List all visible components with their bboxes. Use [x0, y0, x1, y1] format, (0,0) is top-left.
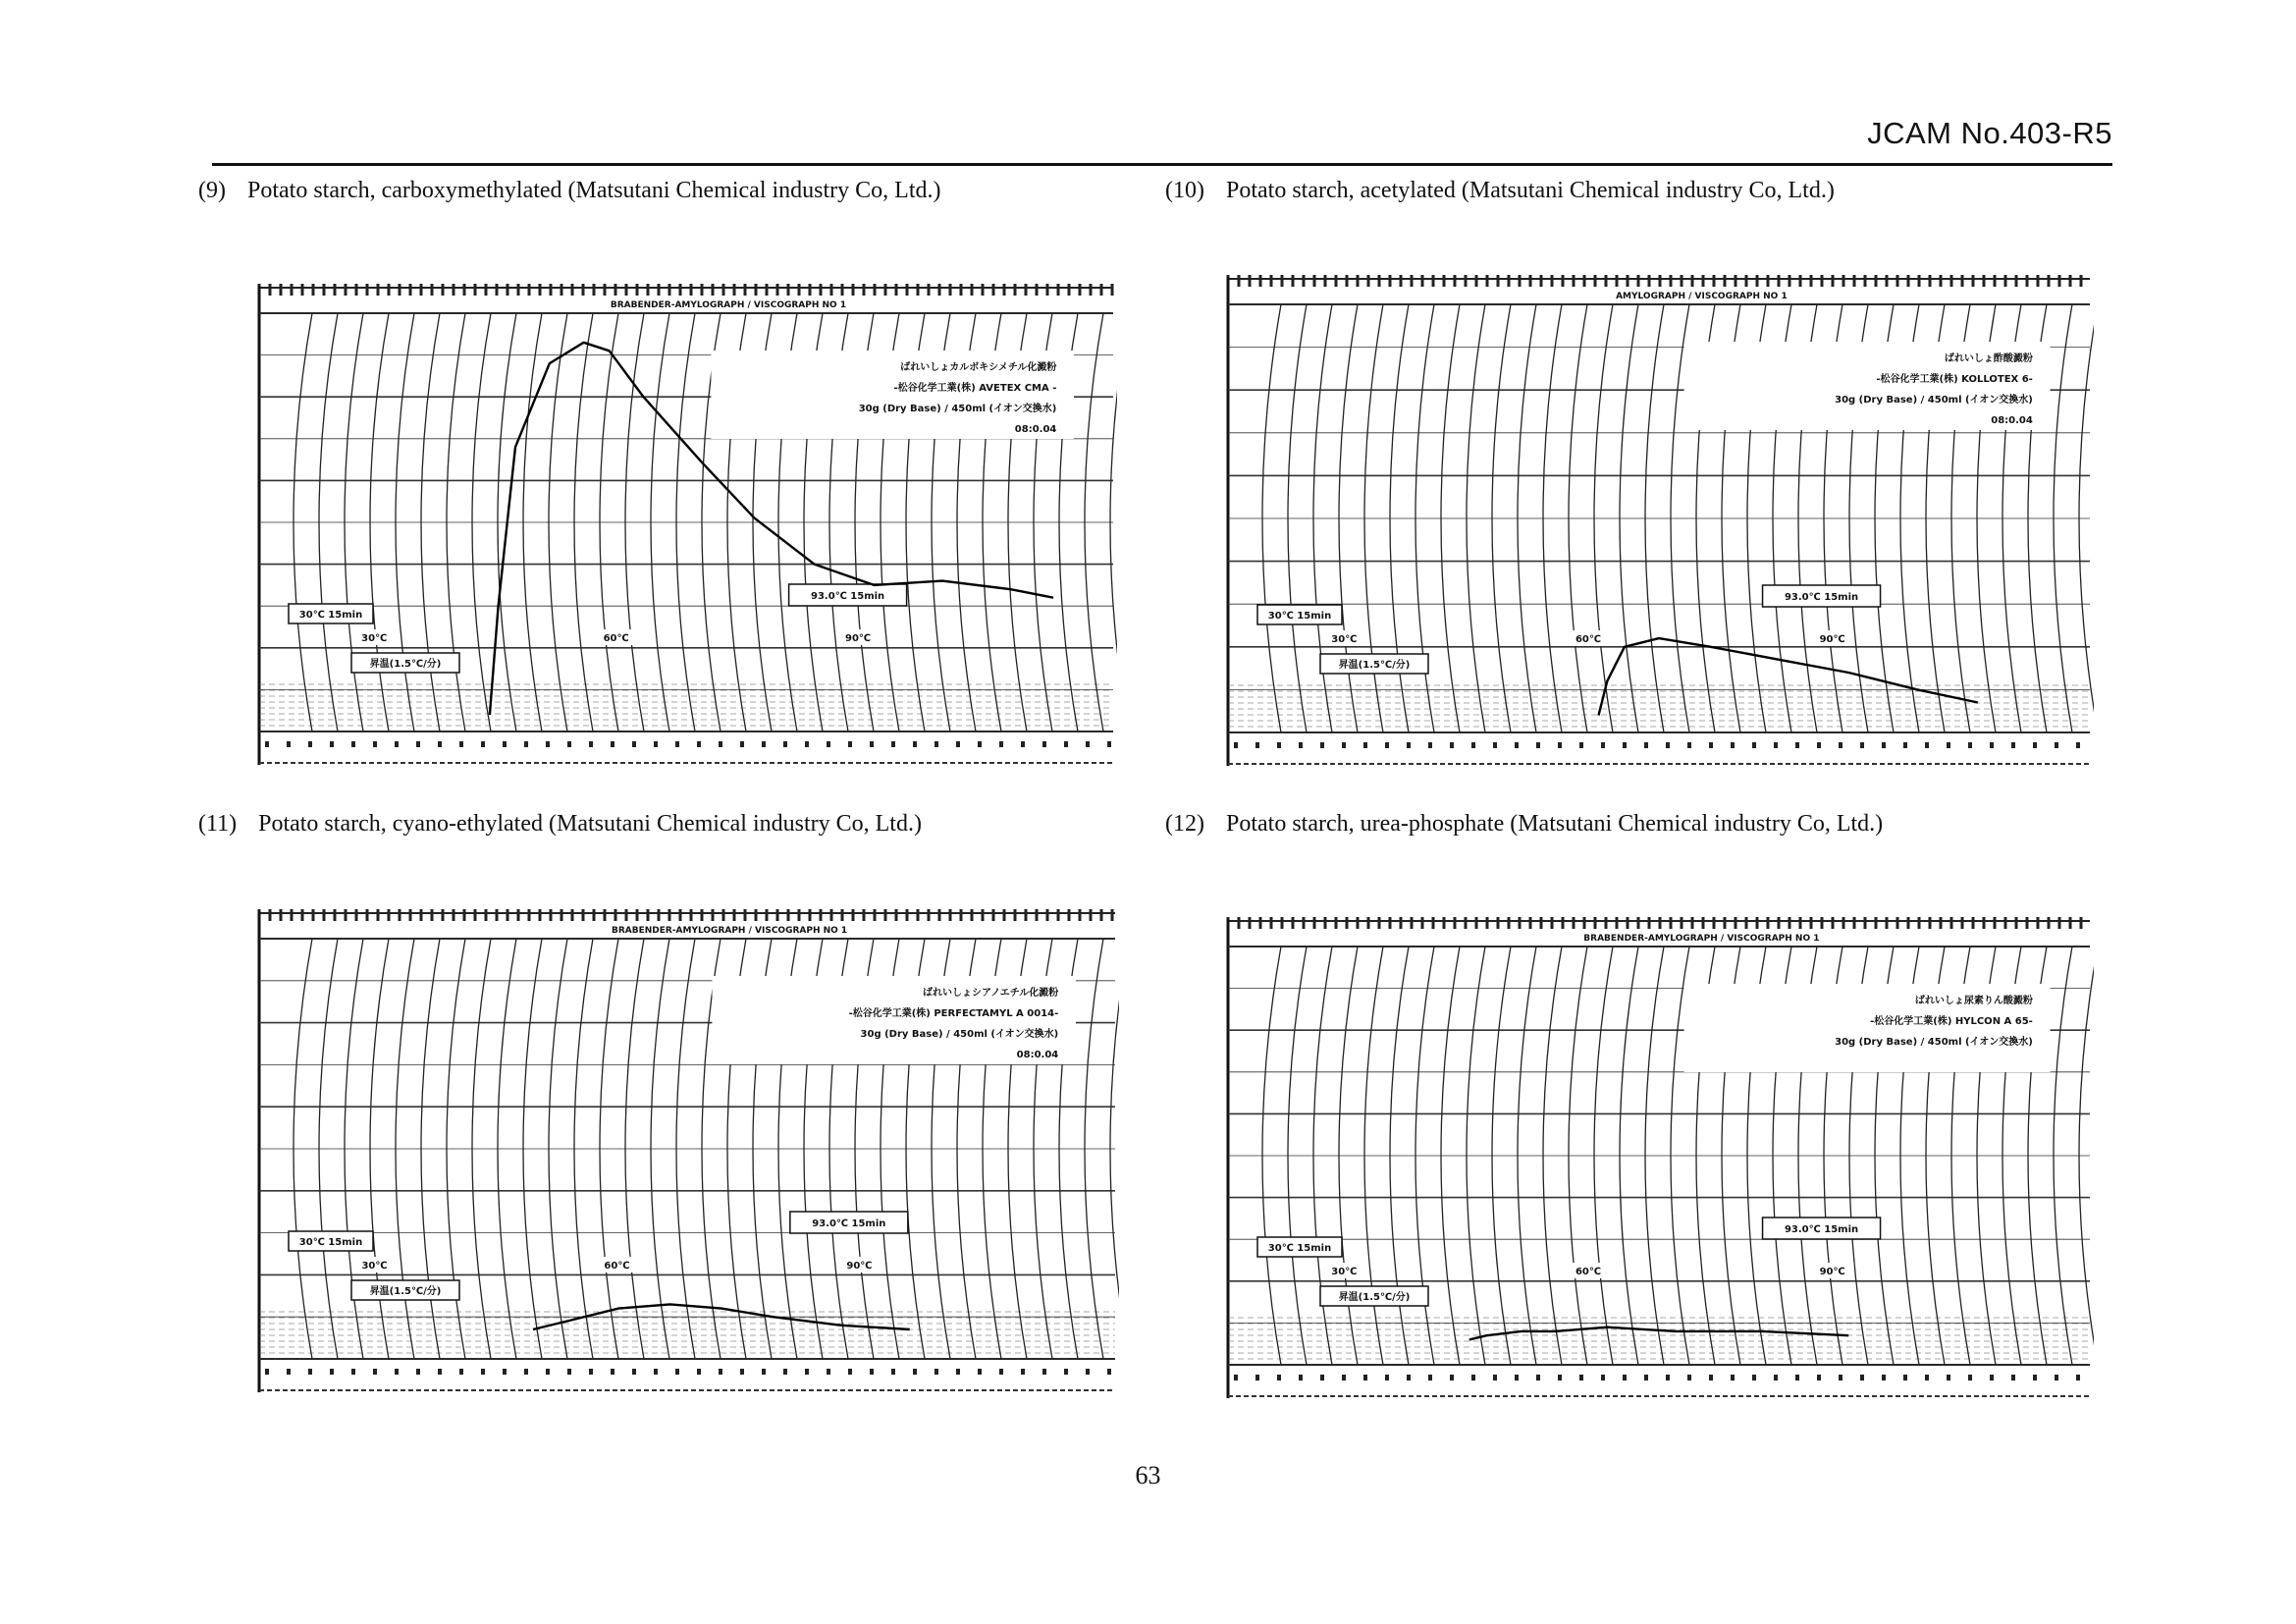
scale-tick	[762, 1369, 766, 1375]
scale-tick	[1752, 742, 1756, 748]
scale-tick	[805, 1369, 809, 1375]
scale-tick	[330, 741, 334, 747]
scale-tick	[1536, 1375, 1540, 1380]
scale-tick	[373, 1369, 377, 1375]
amylograph-chart-10	[1222, 271, 2094, 772]
scale-tick	[1644, 742, 1648, 748]
scale-tick	[697, 741, 701, 747]
scale-tick	[762, 741, 766, 747]
scale-tick	[1255, 742, 1259, 748]
scale-tick	[1687, 1375, 1691, 1380]
label-line: 08:0.04	[1991, 415, 2033, 426]
scale-tick	[1086, 741, 1090, 747]
hold-box-label: 93.0℃ 15min	[812, 1218, 886, 1229]
scale-tick	[589, 741, 593, 747]
label-line: ばれいしょ酢酸澱粉	[1944, 353, 2033, 364]
scale-tick	[524, 741, 528, 747]
start-box-label: 30℃ 15min	[1267, 611, 1332, 622]
scale-tick	[848, 741, 852, 747]
rate-box-label: 昇温(1.5℃/分)	[369, 1286, 442, 1297]
page-number: 63	[1135, 1461, 1161, 1489]
scale-tick	[1601, 742, 1605, 748]
scale-tick	[956, 741, 960, 747]
scale-tick	[611, 1369, 614, 1375]
scale-tick	[1234, 742, 1238, 748]
scale-tick	[632, 741, 636, 747]
scale-tick	[2076, 1375, 2080, 1380]
scale-tick	[373, 741, 377, 747]
scale-tick	[1299, 742, 1303, 748]
scale-tick	[1064, 741, 1068, 747]
scale-tick	[503, 741, 507, 747]
scale-tick	[1860, 1375, 1864, 1380]
scale-tick	[416, 741, 420, 747]
temp-marker: 60℃	[1575, 634, 1601, 645]
scale-tick	[999, 741, 1003, 747]
scale-tick	[1107, 741, 1111, 747]
scale-tick	[1021, 1369, 1025, 1375]
label-line: ばれいしょ尿素りん酸澱粉	[1914, 996, 2033, 1006]
scale-tick	[1277, 1375, 1281, 1380]
temp-marker: 30℃	[361, 1261, 388, 1272]
scale-tick	[719, 741, 722, 747]
scale-tick	[481, 741, 485, 747]
scale-tick	[1579, 1375, 1583, 1380]
scale-tick	[1450, 742, 1454, 748]
scale-tick	[1342, 742, 1346, 748]
scale-tick	[1623, 742, 1627, 748]
scale-tick	[481, 1369, 485, 1375]
scale-tick	[2011, 1375, 2015, 1380]
scale-tick	[1839, 742, 1842, 748]
scale-tick	[913, 1369, 917, 1375]
scale-tick	[1774, 1375, 1778, 1380]
chart-paper	[1228, 275, 2094, 766]
temp-marker: 60℃	[604, 1261, 630, 1272]
rate-box-label: 昇温(1.5℃/分)	[1338, 1292, 1411, 1303]
temp-marker: 30℃	[361, 633, 388, 644]
scale-tick	[1644, 1375, 1648, 1380]
document-id: JCAM No.403-R5	[1867, 116, 2112, 150]
temp-marker: 90℃	[1819, 634, 1845, 645]
scale-tick	[1666, 1375, 1670, 1380]
chart-paper-title: BRABENDER-AMYLOGRAPH / VISCOGRAPH NO 1	[611, 926, 848, 936]
scale-tick	[870, 741, 874, 747]
scale-tick	[1428, 1375, 1432, 1380]
scale-tick	[1536, 742, 1540, 748]
scale-tick	[1817, 1375, 1821, 1380]
scale-tick	[1407, 1375, 1411, 1380]
scale-tick	[1795, 1375, 1799, 1380]
hold-box-label: 93.0℃ 15min	[1784, 1224, 1859, 1235]
scale-tick	[1968, 1375, 1972, 1380]
scale-tick	[2055, 1375, 2058, 1380]
label-line: 30g (Dry Base) / 450ml (イオン交換水)	[1835, 1037, 2033, 1048]
label-line: 08:0.04	[1016, 1050, 1059, 1060]
figure-number: (9)	[198, 178, 226, 203]
scale-tick	[1407, 742, 1411, 748]
label-line: -松谷化学工業(株) AVETEX CMA -	[893, 383, 1057, 394]
label-line: ばれいしょシアノエチル化澱粉	[923, 988, 1059, 999]
scale-tick	[1882, 1375, 1886, 1380]
scale-tick	[1687, 742, 1691, 748]
scale-tick	[395, 741, 399, 747]
scale-tick	[1342, 1375, 1346, 1380]
scale-tick	[934, 1369, 938, 1375]
figure-caption-text: Potato starch, carboxymethylated (Matsutani Chemical industry Co, Ltd.)	[246, 178, 941, 203]
scale-tick	[1752, 1375, 1756, 1380]
figure-caption	[1165, 811, 1883, 838]
scale-tick	[1860, 742, 1864, 748]
scale-tick	[416, 1369, 420, 1375]
scale-tick	[1515, 742, 1519, 748]
figure-number: (10)	[1165, 178, 1204, 203]
scale-tick	[589, 1369, 593, 1375]
scale-tick	[308, 741, 312, 747]
scale-tick	[1968, 742, 1972, 748]
label-line: ばれいしょカルボキシメチル化澱粉	[900, 362, 1057, 373]
scale-tick	[1493, 742, 1497, 748]
scale-tick	[438, 741, 442, 747]
scale-tick	[1320, 742, 1324, 748]
scale-tick	[1234, 1375, 1238, 1380]
chart-paper	[1228, 917, 2094, 1398]
scale-tick	[1320, 1375, 1324, 1380]
scale-tick	[438, 1369, 442, 1375]
scale-tick	[265, 1369, 269, 1375]
scale-tick	[913, 741, 917, 747]
scale-tick	[1903, 1375, 1907, 1380]
amylograph-svg	[253, 280, 1117, 771]
scale-tick	[1277, 742, 1281, 748]
scale-tick	[287, 741, 291, 747]
label-line: 30g (Dry Base) / 450ml (イオン交換水)	[860, 1029, 1059, 1040]
temp-marker: 60℃	[603, 633, 629, 644]
scale-tick	[870, 1369, 874, 1375]
scale-tick	[1255, 1375, 1259, 1380]
scale-tick	[675, 1369, 679, 1375]
start-box-label: 30℃ 15min	[298, 610, 363, 621]
amylograph-svg	[253, 905, 1119, 1398]
label-line: -松谷化学工業(株) KOLLOTEX 6-	[1876, 374, 2033, 385]
label-line: 30g (Dry Base) / 450ml (イオン交換水)	[858, 404, 1057, 414]
scale-tick	[1601, 1375, 1605, 1380]
scale-tick	[740, 741, 744, 747]
scale-tick	[503, 1369, 507, 1375]
scale-tick	[934, 741, 938, 747]
scale-tick	[999, 1369, 1003, 1375]
label-line: 30g (Dry Base) / 450ml (イオン交換水)	[1835, 395, 2033, 406]
amylograph-chart-9	[253, 280, 1117, 771]
scale-tick	[459, 1369, 463, 1375]
scale-tick	[1107, 1369, 1111, 1375]
figure-caption-text: Potato starch, cyano-ethylated (Matsutani Chemical industry Co, Ltd.)	[258, 811, 922, 837]
amylograph-svg	[1222, 271, 2094, 772]
figure-caption	[1165, 178, 1835, 204]
scale-tick	[1493, 1375, 1497, 1380]
scale-tick	[330, 1369, 334, 1375]
scale-tick	[546, 741, 550, 747]
hold-box-label: 93.0℃ 15min	[811, 591, 885, 602]
scale-tick	[1817, 742, 1821, 748]
scale-tick	[805, 741, 809, 747]
start-box-label: 30℃ 15min	[298, 1237, 363, 1248]
scale-tick	[1666, 742, 1670, 748]
amylograph-chart-12	[1222, 913, 2094, 1404]
temp-marker: 30℃	[1331, 1267, 1358, 1277]
scale-tick	[783, 741, 787, 747]
scale-tick	[1709, 742, 1713, 748]
scale-tick	[1990, 1375, 1994, 1380]
header-rule	[212, 163, 2112, 166]
temp-marker: 30℃	[1331, 634, 1358, 645]
scale-tick	[1471, 1375, 1475, 1380]
scale-tick	[1042, 1369, 1046, 1375]
scale-tick	[1515, 1375, 1519, 1380]
scale-tick	[567, 1369, 571, 1375]
scale-tick	[395, 1369, 399, 1375]
scale-tick	[265, 741, 269, 747]
scale-tick	[1042, 741, 1046, 747]
scale-tick	[1947, 742, 1950, 748]
scale-tick	[1839, 1375, 1842, 1380]
hold-box-label: 93.0℃ 15min	[1784, 592, 1859, 603]
scale-tick	[827, 741, 830, 747]
scale-tick	[351, 1369, 355, 1375]
scale-tick	[611, 741, 614, 747]
scale-tick	[1471, 742, 1475, 748]
scale-tick	[978, 741, 982, 747]
scale-tick	[697, 1369, 701, 1375]
scale-tick	[2055, 742, 2058, 748]
temp-marker: 90℃	[1819, 1267, 1845, 1277]
chart-paper-title: BRABENDER-AMYLOGRAPH / VISCOGRAPH NO 1	[610, 300, 847, 310]
scale-tick	[632, 1369, 636, 1375]
scale-tick	[287, 1369, 291, 1375]
scale-tick	[1558, 742, 1562, 748]
scale-tick	[891, 741, 895, 747]
scale-tick	[1064, 1369, 1068, 1375]
figure-caption-text: Potato starch, acetylated (Matsutani Chemical industry Co, Ltd.)	[1225, 178, 1835, 203]
scale-tick	[524, 1369, 528, 1375]
scale-tick	[740, 1369, 744, 1375]
scale-tick	[1990, 742, 1994, 748]
scale-tick	[675, 741, 679, 747]
scale-tick	[1731, 1375, 1735, 1380]
scale-tick	[1925, 742, 1929, 748]
chart-paper-title: BRABENDER-AMYLOGRAPH / VISCOGRAPH NO 1	[1583, 934, 1820, 944]
label-line: -松谷化学工業(株) PERFECTAMYL A 0014-	[848, 1008, 1059, 1019]
label-line: -松谷化学工業(株) HYLCON A 65-	[1870, 1016, 2033, 1027]
chart-paper	[259, 909, 1119, 1392]
rate-box-label: 昇温(1.5℃/分)	[369, 659, 442, 670]
scale-tick	[1795, 742, 1799, 748]
scale-tick	[308, 1369, 312, 1375]
scale-tick	[1385, 742, 1389, 748]
scale-tick	[956, 1369, 960, 1375]
scale-tick	[1363, 1375, 1367, 1380]
scale-tick	[654, 741, 658, 747]
temp-marker: 60℃	[1575, 1267, 1601, 1277]
scale-tick	[1363, 742, 1367, 748]
scale-tick	[1903, 742, 1907, 748]
scale-tick	[1385, 1375, 1389, 1380]
scale-tick	[1558, 1375, 1562, 1380]
scale-tick	[848, 1369, 852, 1375]
scale-tick	[1623, 1375, 1627, 1380]
scale-tick	[1428, 742, 1432, 748]
figure-caption	[198, 178, 941, 204]
scale-tick	[1731, 742, 1735, 748]
scale-tick	[1299, 1375, 1303, 1380]
figure-number: (12)	[1165, 811, 1204, 837]
scale-tick	[2033, 742, 2037, 748]
figure-caption	[198, 811, 922, 838]
scale-tick	[1021, 741, 1025, 747]
amylograph-chart-11	[253, 905, 1119, 1398]
figure-caption-text: Potato starch, urea-phosphate (Matsutani Chemical industry Co, Ltd.)	[1225, 811, 1884, 837]
scale-tick	[978, 1369, 982, 1375]
scale-tick	[891, 1369, 895, 1375]
scale-tick	[2076, 742, 2080, 748]
figure-number: (11)	[198, 811, 238, 837]
scale-tick	[1774, 742, 1778, 748]
scale-tick	[1086, 1369, 1090, 1375]
scale-tick	[654, 1369, 658, 1375]
scale-tick	[1579, 742, 1583, 748]
scale-tick	[1709, 1375, 1713, 1380]
temp-marker: 90℃	[846, 1261, 873, 1272]
scale-tick	[1450, 1375, 1454, 1380]
scale-tick	[1925, 1375, 1929, 1380]
amylograph-svg	[1222, 913, 2094, 1404]
scale-tick	[546, 1369, 550, 1375]
scale-tick	[2033, 1375, 2037, 1380]
label-line: 08:0.04	[1014, 424, 1057, 435]
scale-tick	[459, 741, 463, 747]
chart-paper	[259, 284, 1117, 765]
scale-tick	[351, 741, 355, 747]
scale-tick	[827, 1369, 830, 1375]
rate-box-label: 昇温(1.5℃/分)	[1338, 660, 1411, 671]
scale-tick	[719, 1369, 722, 1375]
chart-paper-title: AMYLOGRAPH / VISCOGRAPH NO 1	[1616, 292, 1788, 301]
scale-tick	[783, 1369, 787, 1375]
scale-tick	[1947, 1375, 1950, 1380]
scale-tick	[2011, 742, 2015, 748]
temp-marker: 90℃	[844, 633, 872, 644]
scale-tick	[1882, 742, 1886, 748]
scale-tick	[567, 741, 571, 747]
start-box-label: 30℃ 15min	[1267, 1243, 1332, 1254]
